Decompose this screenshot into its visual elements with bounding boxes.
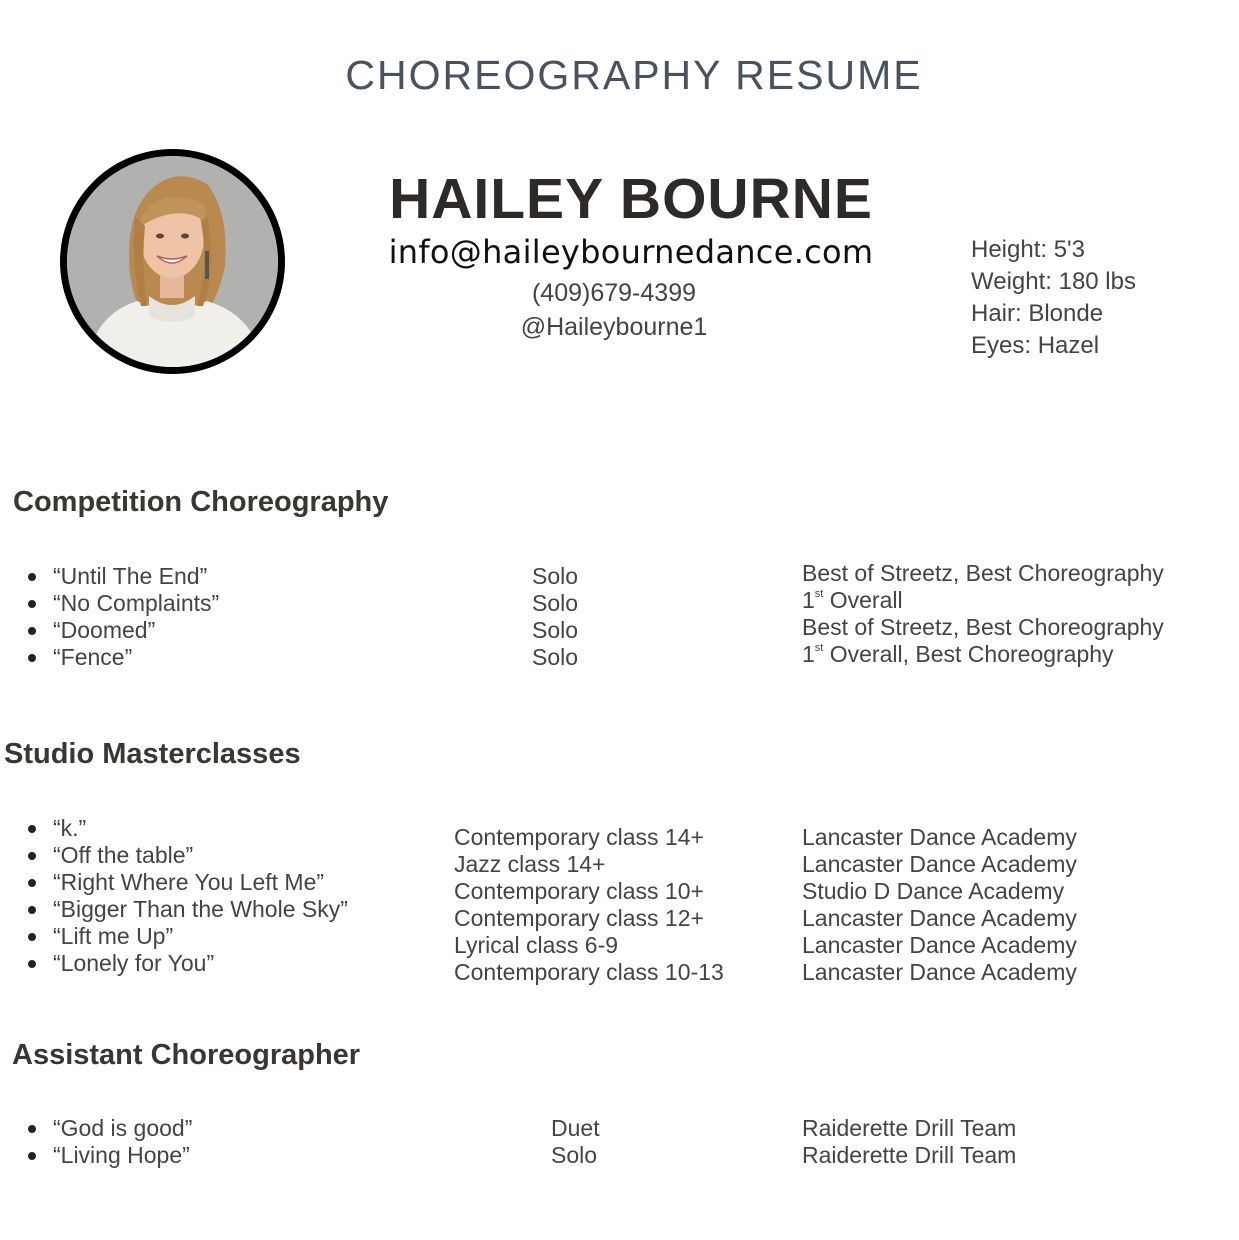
masterclass-studio-column [802, 824, 1077, 986]
list-item: Contemporary class 10-13 [454, 959, 724, 985]
assistant-type-column [551, 1115, 600, 1169]
list-item: “Bigger Than the Whole Sky” [25, 896, 348, 923]
list-item: Contemporary class 12+ [454, 905, 704, 931]
list-item: “Fence” [25, 644, 219, 671]
list-item: Duet [551, 1115, 600, 1141]
document-title: CHOREOGRAPHY RESUME [345, 52, 923, 98]
list-item: “Lift me Up” [25, 923, 348, 950]
phone-number: (409)679-4399 [531, 279, 696, 307]
list-item: Solo [551, 1142, 598, 1168]
list-item: Solo [532, 617, 579, 643]
list-item: Studio D Dance Academy [802, 878, 1065, 904]
section-title-masterclasses: Studio Masterclasses [4, 738, 301, 770]
competition-award-column [802, 560, 1164, 668]
section-title-competition: Competition Choreography [13, 486, 389, 518]
assistant-team-column [802, 1115, 1016, 1169]
competition-piece-list [25, 563, 219, 671]
list-item: “Doomed” [25, 617, 219, 644]
section-title-assistant: Assistant Choreographer [12, 1039, 361, 1071]
list-item: “Right Where You Left Me” [25, 869, 348, 896]
physical-stats [971, 234, 1136, 362]
list-item: Best of Streetz, Best Choreography [802, 614, 1164, 640]
list-item: Lancaster Dance Academy [802, 932, 1077, 958]
list-item: Raiderette Drill Team [802, 1115, 1017, 1141]
list-item: Solo [532, 644, 579, 670]
assistant-piece-list [25, 1115, 192, 1169]
stat-height: Height: 5'3 [971, 236, 1085, 263]
list-item: Lancaster Dance Academy [802, 905, 1077, 931]
list-item: “k.” [25, 815, 348, 842]
masterclass-piece-list [25, 815, 348, 977]
candidate-name: HAILEY BOURNE [389, 167, 873, 231]
social-handle: @Haileybourne1 [520, 313, 708, 341]
list-item: Lancaster Dance Academy [802, 851, 1077, 877]
list-item: 1st Overall [802, 587, 903, 613]
list-item: “Lonely for You” [25, 950, 348, 977]
stat-weight: Weight: 180 lbs [971, 268, 1136, 295]
stat-eyes: Eyes: Hazel [971, 332, 1100, 359]
list-item: 1st Overall, Best Choreography [802, 641, 1114, 667]
profile-photo [60, 149, 285, 374]
masterclass-class-column [454, 824, 724, 986]
list-item: “No Complaints” [25, 590, 219, 617]
list-item: Contemporary class 10+ [454, 878, 704, 904]
list-item: Best of Streetz, Best Choreography [802, 560, 1164, 586]
email-address: info@haileybournedance.com [388, 233, 874, 271]
list-item: Solo [532, 563, 579, 589]
list-item: Lancaster Dance Academy [802, 824, 1077, 850]
list-item: Jazz class 14+ [454, 851, 606, 877]
list-item: Contemporary class 14+ [454, 824, 704, 850]
list-item: Lyrical class 6-9 [454, 932, 619, 958]
list-item: Lancaster Dance Academy [802, 959, 1077, 985]
list-item: “Until The End” [25, 563, 219, 590]
list-item: Solo [532, 590, 579, 616]
list-item: “Off the table” [25, 842, 348, 869]
stat-hair: Hair: Blonde [971, 300, 1104, 327]
list-item: Raiderette Drill Team [802, 1142, 1017, 1168]
list-item: “God is good” [25, 1115, 192, 1142]
list-item: “Living Hope” [25, 1142, 192, 1169]
competition-type-column [532, 563, 578, 671]
